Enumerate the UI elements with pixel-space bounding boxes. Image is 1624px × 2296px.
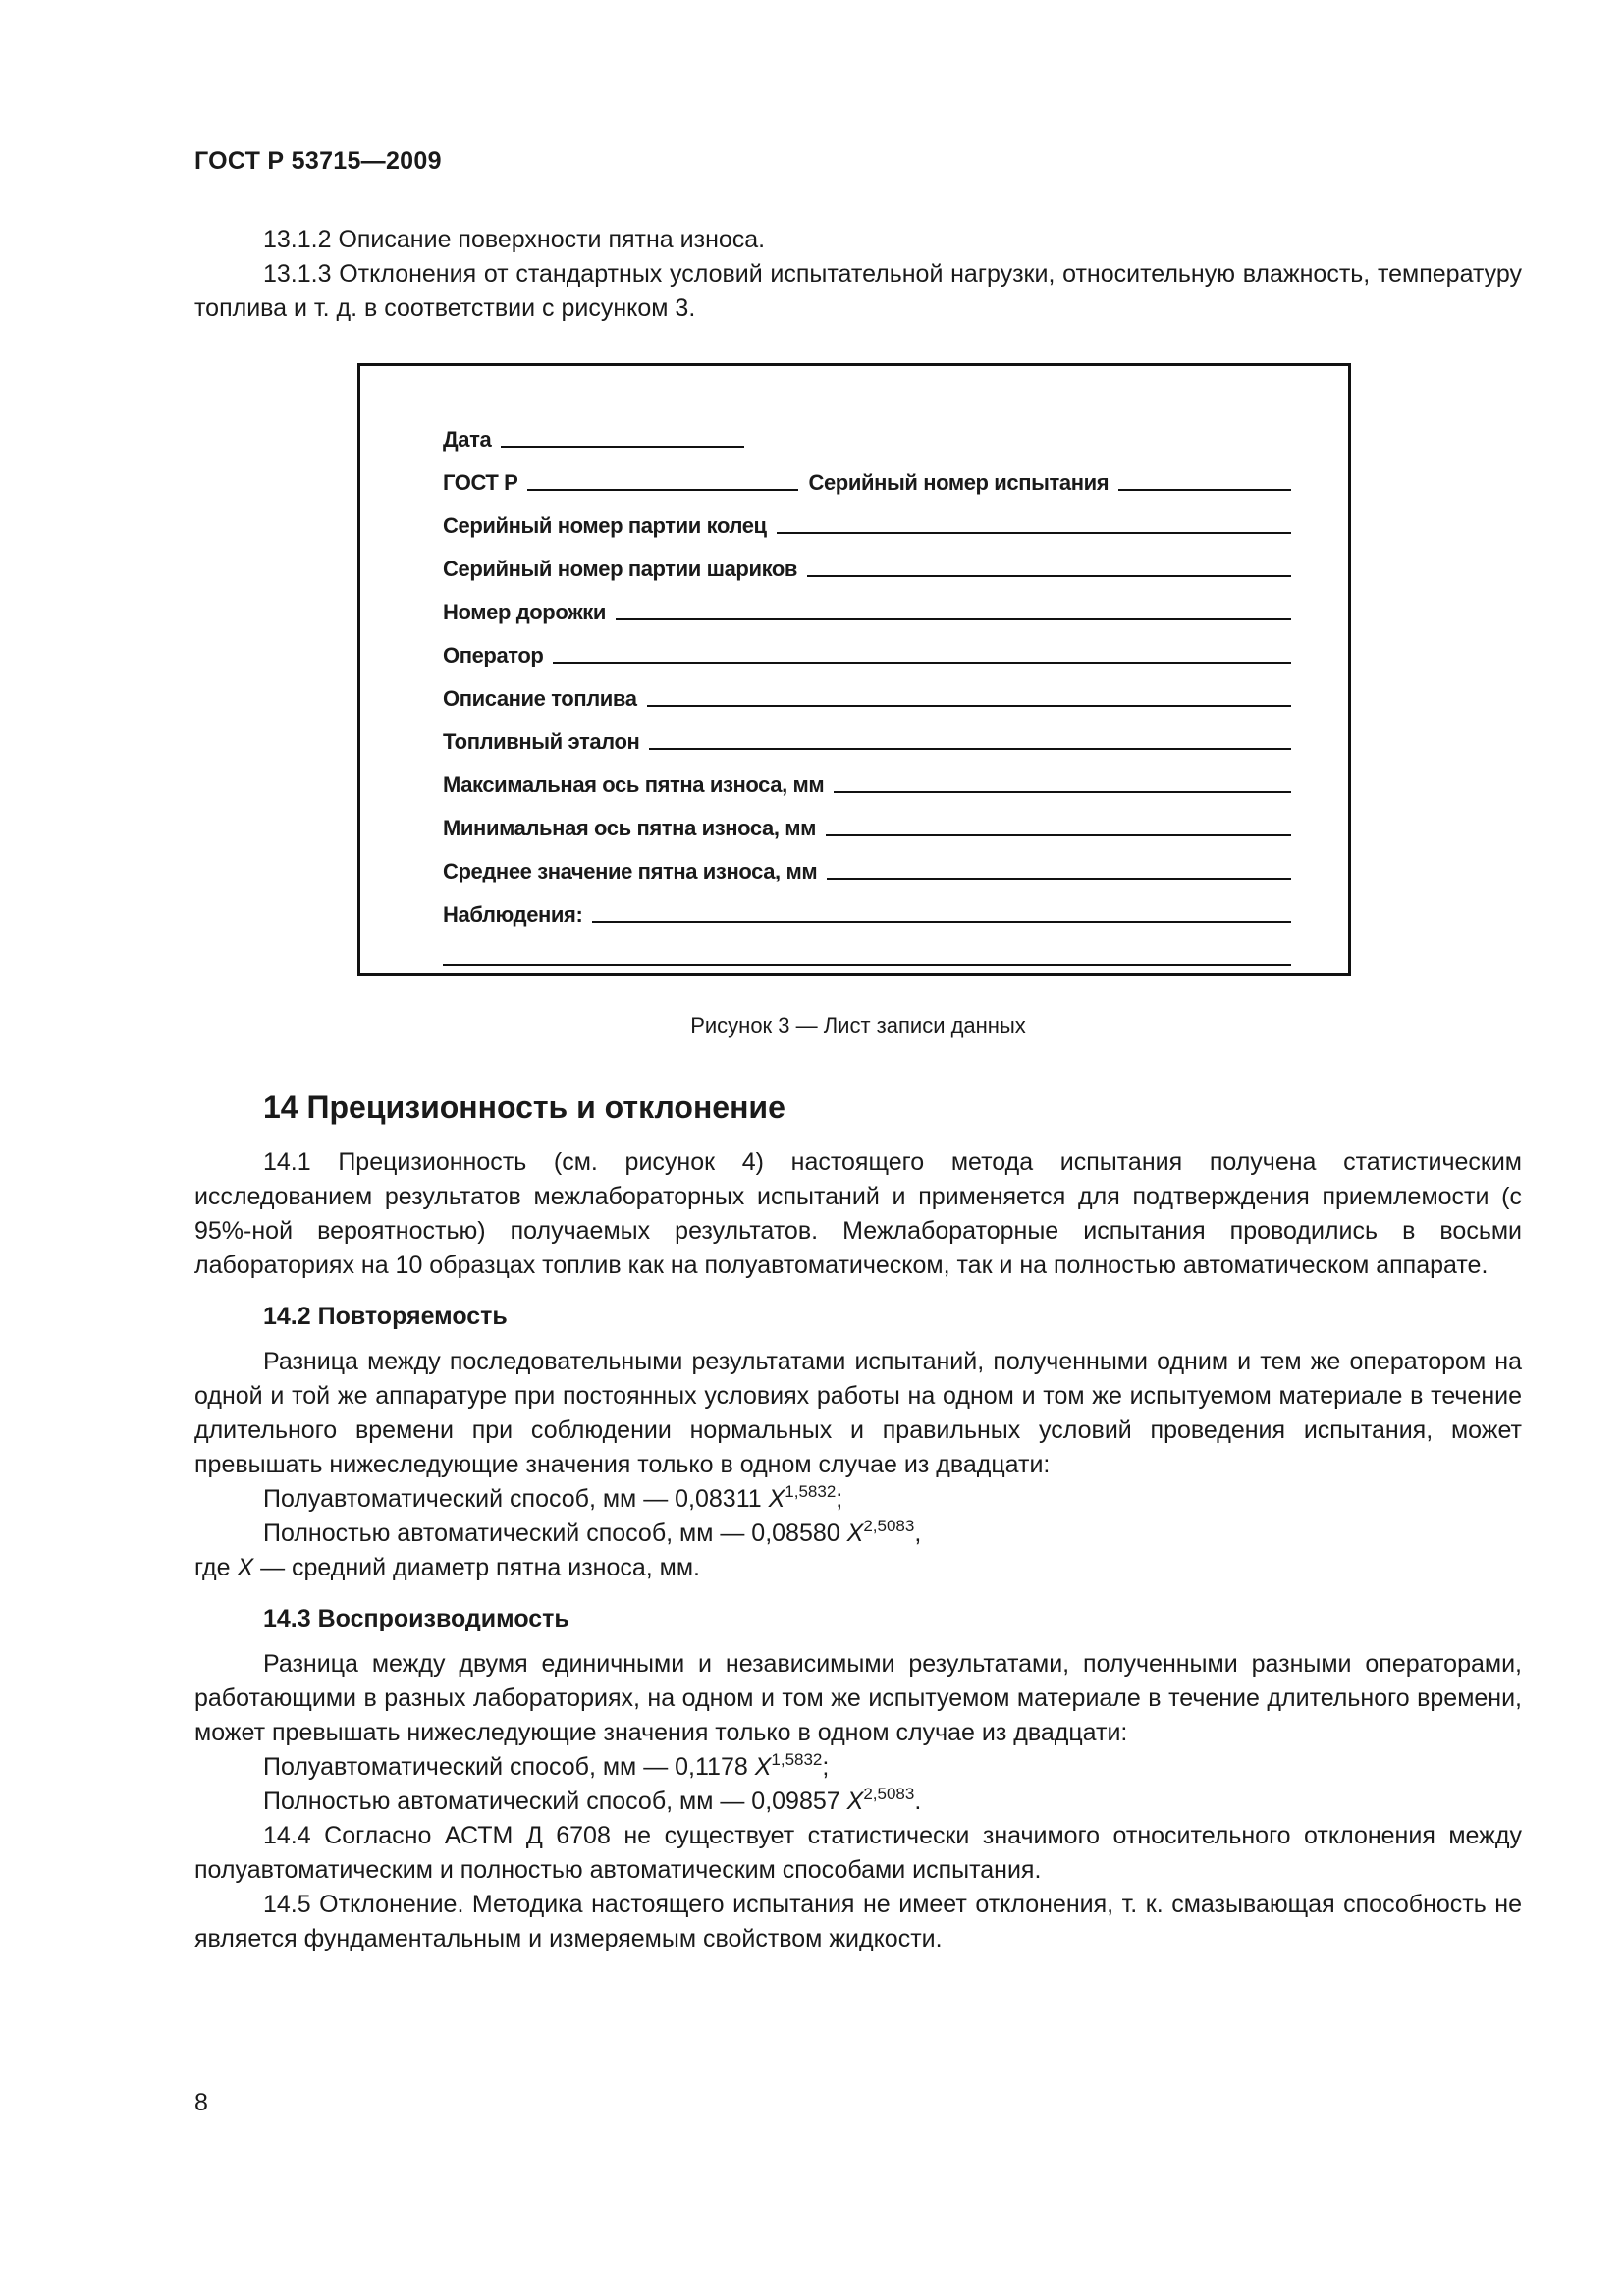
data-record-form [357, 363, 1351, 976]
fill-line-track [616, 618, 1291, 620]
label-fuel-desc: Описание топлива [443, 686, 637, 711]
formula-end: ; [822, 1753, 830, 1781]
form-row-balls [443, 539, 1291, 582]
label-observations: Наблюдения: [443, 902, 583, 927]
page-number: 8 [194, 2089, 208, 2116]
paragraph-13-1-3: 13.1.3 Отклонения от стандартных условий испытательной нагрузки, относительную влажность, температуру топлива и т. д. в соответствии с рисунком 3. [194, 260, 1522, 322]
where-pre: где [194, 1554, 238, 1581]
form-row-blank [443, 928, 1291, 971]
paragraph-14-5: 14.5 Отклонение. Методика настоящего испытания не имеет отклонения, т. к. смазывающая способность не является фундаментальным и измеряемым свойством жидкости. [194, 1891, 1522, 1952]
form-row-fuel-ref [443, 712, 1291, 755]
formula-exponent: 2,5083 [863, 1785, 915, 1803]
form-row-observations [443, 884, 1291, 928]
formula-exponent: 1,5832 [785, 1482, 837, 1501]
label-operator: Оператор [443, 643, 544, 667]
heading-14-2: 14.2 Повторяемость [263, 1303, 508, 1330]
form-row-date [443, 409, 1291, 453]
formula-text: Полностью автоматический способ, мм — 0,08580 [263, 1520, 847, 1547]
paragraph-14-4: 14.4 Согласно АСТМ Д 6708 не существует статистически значимого относительного отклонения между полуавтоматическим и полностью автоматическим способами испытания. [194, 1822, 1522, 1884]
formula-reproducibility-auto [194, 1785, 1522, 1819]
form-row-avg-value [443, 841, 1291, 884]
label-avg-value: Среднее значение пятна износа, мм [443, 859, 818, 883]
form-fields [443, 409, 1291, 971]
formula-exponent: 2,5083 [863, 1517, 915, 1535]
fill-line-observations [592, 921, 1291, 923]
paragraph-13-1-2: 13.1.2 Описание поверхности пятна износа. [263, 226, 766, 253]
formula-end: . [914, 1788, 922, 1815]
fill-line-serial-test [1118, 489, 1291, 491]
label-track: Номер дорожки [443, 600, 607, 624]
formula-variable: X [846, 1788, 864, 1815]
fill-line-observations-2 [443, 964, 1291, 966]
where-variable: X [237, 1554, 254, 1581]
form-row-operator [443, 625, 1291, 668]
formula-repeatability-auto [194, 1517, 1522, 1551]
form-row-track [443, 582, 1291, 625]
fill-line-balls-batch [807, 575, 1291, 577]
fill-line-avg-value [827, 878, 1291, 880]
label-balls-batch: Серийный номер партии шариков [443, 557, 798, 581]
paragraph-14-2: Разница между последовательными результатами испытаний, полученными одним и тем же оператором на одной и той же аппаратуре при постоянных условиях работы на одном и том же испытуемом материале в течение длительного времени при соблюдении нормальных и правильных условий проведения испытания, может превышать нижеследующие значения только в одном случае из двадцати: [194, 1348, 1522, 1478]
form-row-fuel-desc [443, 668, 1291, 712]
standard-header: ГОСТ Р 53715—2009 [194, 147, 442, 175]
label-rings-batch: Серийный номер партии колец [443, 513, 767, 538]
where-post: — средний диаметр пятна износа, мм. [253, 1554, 700, 1581]
fill-line-operator [553, 662, 1291, 664]
formula-reproducibility-semi [194, 1750, 1522, 1785]
fill-line-rings-batch [777, 532, 1291, 534]
label-fuel-ref: Топливный эталон [443, 729, 640, 754]
formula-end: , [914, 1520, 922, 1547]
fill-line-fuel-ref [649, 748, 1291, 750]
label-min-axis: Минимальная ось пятна износа, мм [443, 816, 817, 840]
fill-line-date [501, 446, 744, 448]
form-row-rings [443, 496, 1291, 539]
form-row-max-axis [443, 755, 1291, 798]
label-max-axis: Максимальная ось пятна износа, мм [443, 773, 825, 797]
where-definition [194, 1551, 1522, 1585]
fill-line-gost [527, 489, 798, 491]
formula-text: Полуавтоматический способ, мм — 0,1178 [263, 1753, 755, 1781]
fill-line-fuel-desc [647, 705, 1291, 707]
figure-caption: Рисунок 3 — Лист записи данных [690, 1013, 1026, 1038]
paragraph-14-3: Разница между двумя единичными и независимыми результатами, полученными разными операторами, работающими в разных лабораториях, на одном и том же испытуемом материале в течение длительного времени, может превышать нижеследующие значения только в одном случае из двадцати: [194, 1650, 1522, 1746]
label-serial-test: Серийный номер испытания [808, 470, 1110, 495]
section-14-title: 14 Прецизионность и отклонение [263, 1090, 785, 1125]
label-date: Дата [443, 427, 492, 452]
label-gost: ГОСТ Р [443, 470, 518, 495]
document-page [194, 147, 1522, 1956]
formula-repeatability-semi [194, 1482, 1522, 1517]
formula-text: Полностью автоматический способ, мм — 0,09857 [263, 1788, 847, 1815]
formula-end: ; [836, 1485, 843, 1513]
form-row-min-axis [443, 798, 1291, 841]
formula-variable: X [846, 1520, 864, 1547]
formula-text: Полуавтоматический способ, мм — 0,08311 [263, 1485, 769, 1513]
fill-line-min-axis [826, 834, 1291, 836]
formula-variable: X [754, 1753, 772, 1781]
paragraph-14-1: 14.1 Прецизионность (см. рисунок 4) настоящего метода испытания получена статистическим исследованием результатов межлабораторных испытаний и применяется для подтверждения приемлемости (с 95%-ной вероятностью) получаемых результатов. Межлабораторные испытания проводились в восьми лабораториях на 10 образцах топлив как на полуавтоматическом, так и на полностью автоматическом аппарате. [194, 1148, 1522, 1279]
formula-exponent: 1,5832 [771, 1750, 823, 1769]
fill-line-max-axis [834, 791, 1291, 793]
heading-14-3: 14.3 Воспроизводимость [263, 1605, 569, 1632]
formula-variable: X [768, 1485, 785, 1513]
form-row-gost [443, 453, 1291, 496]
